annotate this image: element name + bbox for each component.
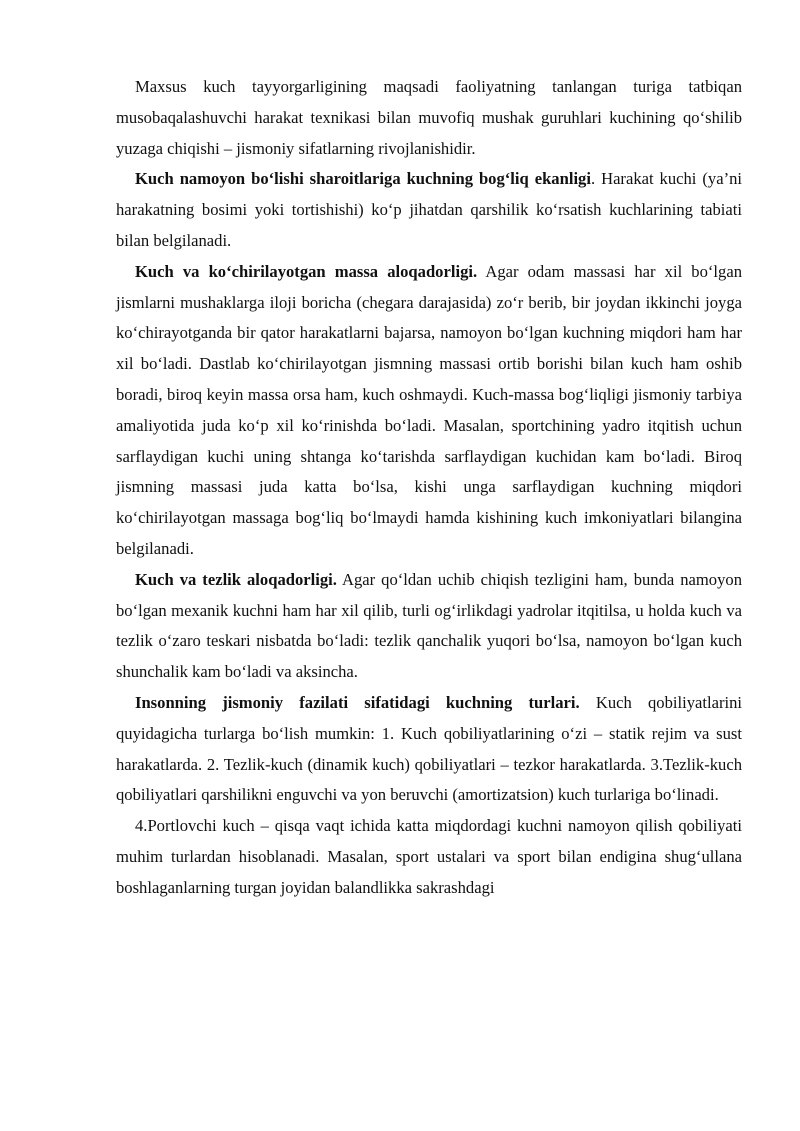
paragraph-body: Kuch qobiliyatlarini quyidagicha turlarga bo‘lish mumkin: 1. Kuch qobiliyatlarining o‘zi – statik rejim va sust harakatlarda. 2. Tezlik-kuch (dinamik kuch) qobiliyatlari – tezkor harakatlarda. 3.Tezlik-kuch qobiliyatlari qarshilikni enguvchi va yon beruvchi (amortizatsion) kuch turlariga bo‘linadi. bbox=[116, 692, 742, 805]
paragraph-body: Agar odam massasi har xil bo‘lgan jismlarni mushaklarga iloji boricha (chegara darajasida) zo‘r berib, bir joydan ikkinchi joyga ko‘chirayotganda bir qator harakatlarni bajarsa, namoyon bo‘lgan kuchning miqdori ham har xil bo‘ladi. Dastlab ko‘chirilayotgan jismning massasi ortib borishi bilan kuch ham oshib boradi, biroq keyin massa orsa ham, kuch oshmaydi. Kuch-massa bog‘liqligi jismoniy tarbiya amaliyotida juda ko‘p xil ko‘rinishda bo‘ladi. Masalan, sportchining yadro itqitish uchun sarflaydigan kuchi uning shtanga ko‘tarishda sarflaydigan kuchidan kam bo‘ladi. Biroq jismning massasi juda katta bo‘lsa, kishi unga sarflaydigan kuchning miqdori ko‘chirilayotgan massaga bog‘liq bo‘lmaydi hamda kishining kuch imkoniyatlari bilangina belgilanadi. bbox=[116, 261, 742, 558]
paragraph-body: Maxsus kuch tayyorgarligining maqsadi faoliyatning tanlangan turiga tatbiqan musobaqalashuvchi harakat texnikasi bilan muvofiq mushak guruhlari kuchining qo‘shilib yuzaga chiqishi – jismoniy sifatlarning rivojlanishidir. bbox=[116, 77, 742, 158]
paragraph-body: 4.Portlovchi kuch – qisqa vaqt ichida katta miqdordagi kuchni namoyon qilish qobiliyati muhim turlardan hisoblanadi. Masalan, sport ustalari va sport bilan endigina shug‘ullana boshlaganlarning turgan joyidan balandlikka sakrashdagi bbox=[116, 816, 742, 897]
document-page bbox=[116, 72, 742, 904]
paragraph-strength-conditions bbox=[116, 164, 742, 256]
paragraph-special-strength-goal bbox=[116, 72, 742, 164]
paragraph-strength-types bbox=[116, 688, 742, 811]
paragraph-heading: Kuch va tezlik aloqadorligi. bbox=[135, 569, 337, 589]
paragraph-body: Agar qo‘ldan uchib chiqish tezligini ham, bunda namoyon bo‘lgan mexanik kuchni ham har xil qilib, turli og‘irlikdagi yadrolar itqitilsa, u holda kuch va tezlik o‘zaro teskari nisbatda bo‘ladi: tezlik qanchalik yuqori bo‘lsa, namoyon bo‘lgan kuch shunchalik kam bo‘ladi va aksincha. bbox=[116, 569, 742, 682]
paragraph-strength-mass bbox=[116, 257, 742, 565]
paragraph-body: . Harakat kuchi (ya’ni harakatning bosimi yoki tortishishi) ko‘p jihatdan qarshilik ko‘rsatish kuchlarining tabiati bilan belgilanadi. bbox=[116, 169, 743, 250]
paragraph-heading: Kuch namoyon bo‘lishi sharoitlariga kuchning bog‘liq ekanligi bbox=[135, 169, 591, 189]
paragraph-strength-speed bbox=[116, 565, 742, 688]
paragraph-heading: Kuch va ko‘chirilayotgan massa aloqadorligi. bbox=[135, 261, 478, 281]
paragraph-explosive-strength bbox=[116, 811, 742, 903]
paragraph-heading: Insonning jismoniy fazilati sifatidagi kuchning turlari. bbox=[135, 692, 580, 712]
